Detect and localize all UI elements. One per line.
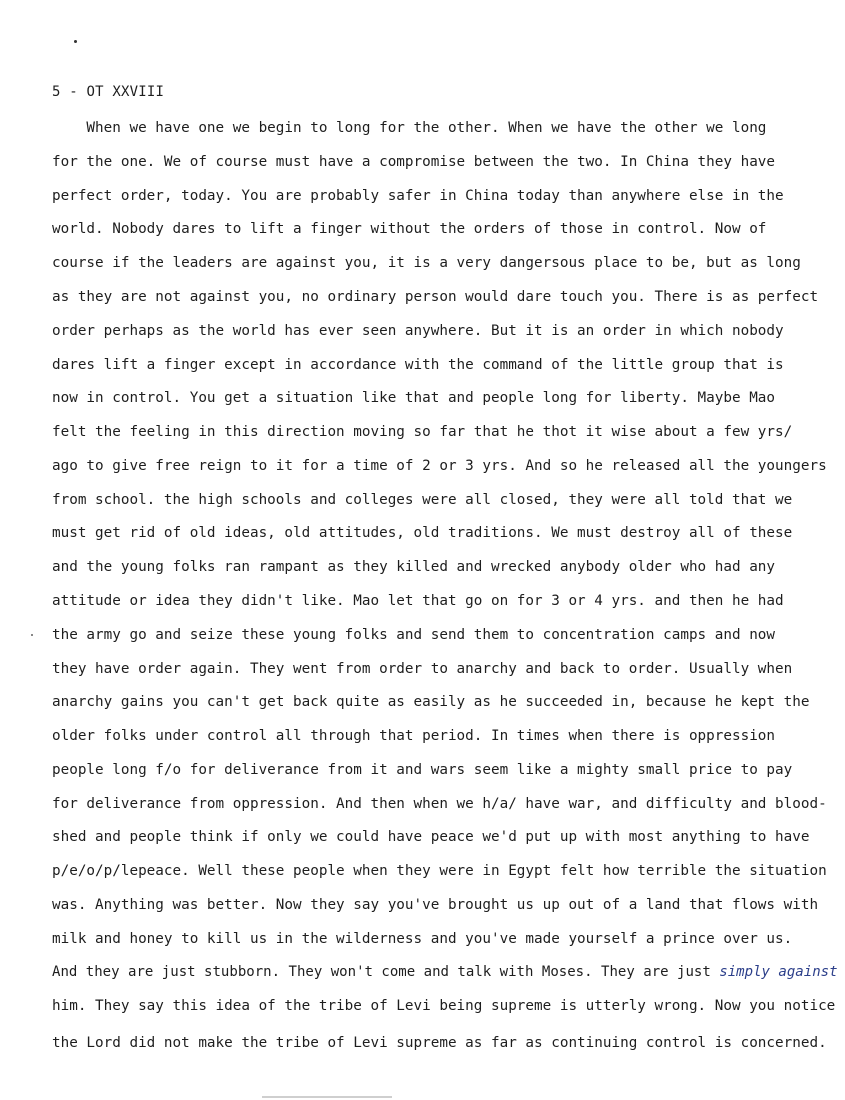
text-line-24: was. Anything was better. Now they say you've brought us up out of a land that flows with [52, 897, 819, 913]
paper-speck [74, 40, 77, 43]
text-line-4: world. Nobody dares to lift a finger without the orders of those in control. Now of [52, 221, 767, 237]
text-line-28: the Lord did not make the tribe of Levi supreme as far as continuing control is concerned. [52, 1035, 827, 1051]
text-line-2: for the one. We of course must have a compromise between the two. In China they have [52, 154, 776, 170]
text-line-18: anarchy gains you can't get back quite as easily as he succeeded in, because he kept the [52, 694, 810, 710]
text-line-3: perfect order, today. You are probably safer in China today than anywhere else in the [52, 188, 784, 204]
text-line-15: attitude or idea they didn't like. Mao let that go on for 3 or 4 yrs. and then he had [52, 593, 784, 609]
text-line-27: him. They say this idea of the tribe of Levi being supreme is utterly wrong. Now you notice [52, 998, 836, 1014]
text-line-17: they have order again. They went from order to anarchy and back to order. Usually when [52, 661, 793, 677]
text-line-16: the army go and seize these young folks and send them to concentration camps and now [52, 627, 776, 643]
text-line-11: ago to give free reign to it for a time of 2 or 3 yrs. And so he released all the youngers [52, 458, 827, 474]
page-header: 5 - OT XXVIII [52, 84, 165, 100]
text-line-20: people long f/o for deliverance from it and wars seem like a mighty small price to pay [52, 762, 793, 778]
text-line-6: as they are not against you, no ordinary person would dare touch you. There is as perfect [52, 289, 819, 305]
text-line-12: from school. the high schools and colleges were all closed, they were all told that we [52, 492, 793, 508]
text-line-21: for deliverance from oppression. And then when we h/a/ have war, and difficulty and blood- [52, 796, 827, 812]
text-line-26-typed: And they are just stubborn. They won't come and talk with Moses. They are just [52, 964, 720, 980]
text-line-1: When we have one we begin to long for the other. When we have the other we long [52, 120, 767, 136]
text-line-13: must get rid of old ideas, old attitudes, old traditions. We must destroy all of these [52, 525, 793, 541]
margin-mark [31, 634, 33, 636]
text-line-19: older folks under control all through that period. In times when there is oppression [52, 728, 776, 744]
text-line-9: now in control. You get a situation like that and people long for liberty. Maybe Mao [52, 390, 776, 406]
scan-artifact [262, 1096, 392, 1098]
text-line-14: and the young folks ran rampant as they killed and wrecked anybody older who had any [52, 559, 776, 575]
text-line-26 [52, 962, 838, 982]
text-line-22: shed and people think if only we could have peace we'd put up with most anything to have [52, 829, 810, 845]
handwritten-insert: simply against [719, 964, 838, 980]
text-line-10: felt the feeling in this direction moving so far that he thot it wise about a few yrs/ [52, 424, 793, 440]
text-line-7: order perhaps as the world has ever seen anywhere. But it is an order in which nobody [52, 323, 784, 339]
text-line-25: milk and honey to kill us in the wilderness and you've made yourself a prince over us. [52, 931, 793, 947]
text-line-23: p/e/o/p/lepeace. Well these people when they were in Egypt felt how terrible the situation [52, 863, 827, 879]
text-line-5: course if the leaders are against you, it is a very dangersous place to be, but as long [52, 255, 801, 271]
text-line-8: dares lift a finger except in accordance with the command of the little group that is [52, 357, 784, 373]
